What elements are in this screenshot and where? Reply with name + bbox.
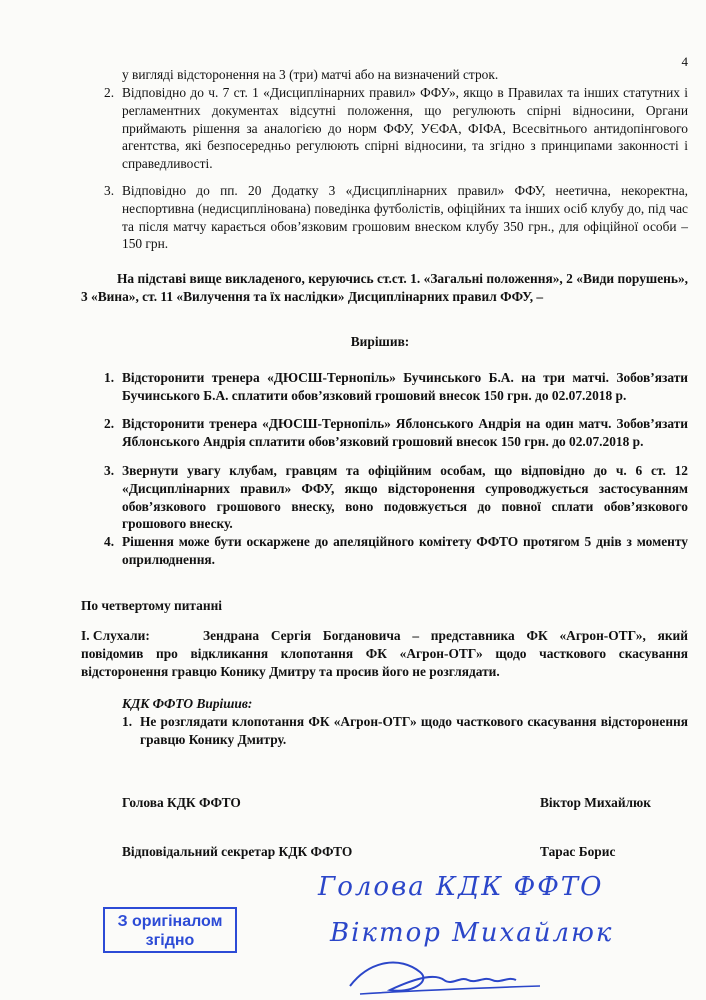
kdk-decided-heading: КДК ФФТО Вирішив: (122, 696, 253, 711)
handwritten-line: Віктор Михайлюк (330, 918, 614, 948)
decision-text: Відсторонити тренера «ДЮСШ-Тернопіль» Яблонського Андрія на один матч. Зобов’язати Яблонського Андрія сплатити обов’язковий грошовий внесок 150 грн. до 02.07.2018 р. (122, 416, 688, 449)
rule-number: 3. (104, 183, 115, 198)
heard-text: Зендрана Сергія Богдановича – представника ФК «Агрон-ОТГ», який повідомив про відкликання клопотання ФК «Агрон-ОТГ» щодо часткового скасування відсторонення гравцю Конику Дмитру та просив його не розглядати. (81, 628, 688, 679)
decided-heading: Вирішив: (350, 334, 410, 349)
decision-text: Звернути увагу клубам, гравцям та офіційним особам, що відповідно до ч. 6 ст. 12 «Дисциплінарних правил» ФФУ, якщо відсторонення супроводжується застосуванням обов’язкового грошового внеску, воно подовжується до повної сплати обов’язкового грошового внеску. (122, 463, 688, 532)
kdk-decision-number: 1. (122, 714, 133, 729)
handwritten-line: Голова КДК ФФТО (318, 872, 604, 902)
kdk-decision-text: Не розглядати клопотання ФК «Агрон-ОТГ» щодо часткового скасування відсторонення гравцю Конику Дмитру. (140, 714, 688, 747)
decision-text: Відсторонити тренера «ДЮСШ-Тернопіль» Бучинського Б.А. на три матчі. Зобов’язати Бучинського Б.А. сплатити обов’язковий грошовий внесок 150 грн. до 02.07.2018 р. (122, 370, 688, 403)
decision-number: 3. (104, 463, 115, 478)
heard-paragraph (81, 627, 688, 680)
signature-name: Віктор Михайлюк (540, 795, 652, 810)
handwritten-signature (340, 946, 550, 1000)
decision-text: Рішення може бути оскаржене до апеляційного комітету ФФТО протягом 5 днів з моменту оприлюднення. (122, 534, 688, 567)
certified-copy-stamp (103, 907, 237, 953)
signature-role: Відповідальний секретар КДК ФФТО (122, 844, 353, 859)
signature-name: Тарас Борис (540, 844, 616, 859)
stamp-line: згідно (145, 932, 195, 949)
page-number: 4 (681, 54, 688, 69)
stamp-line: З оригіналом (117, 913, 223, 930)
signature-role: Голова КДК ФФТО (122, 795, 241, 810)
rule-number: 2. (104, 85, 115, 100)
basis-paragraph: На підставі вище викладеного, керуючись ст.ст. 1. «Загальні положення», 2 «Види порушень», 3 «Вина», ст. 11 «Вилучення та їх наслідки» Дисциплінарних правил ФФУ, – (81, 271, 688, 304)
decision-number: 2. (104, 416, 115, 431)
rule-text: Відповідно до пп. 20 Додатку 3 «Дисциплінарних правил» ФФУ, неетична, некоректна, неспортивна (недисциплінована) поведінка футболістів, офіційних та інших осіб клубу до, під час та після матчу карається обов’язковим грошовим внеском клубу 350 грн., для офіційної особи – 150 грн. (122, 183, 688, 252)
decision-number: 1. (104, 370, 115, 385)
fourth-question-heading: По четвертому питанні (81, 598, 223, 613)
heard-label: І. Слухали: (81, 628, 150, 643)
decision-number: 4. (104, 534, 115, 549)
rule-text: Відповідно до ч. 7 ст. 1 «Дисциплінарних правил» ФФУ», якщо в Правилах та інших статутних і регламентних документах відсутні положення, що регулюють спірні відносини, Органи приймають рішення за аналогією до норм ФФУ, УЄФА, ФІФА, Всесвітнього антидопінгового агентства, які безпосередньо регулюють спірні відносини, та згідно з принципами законності і справедливості. (122, 85, 688, 172)
continuation-line: у вигляді відсторонення на 3 (три) матчі або на визначений строк. (122, 67, 499, 82)
